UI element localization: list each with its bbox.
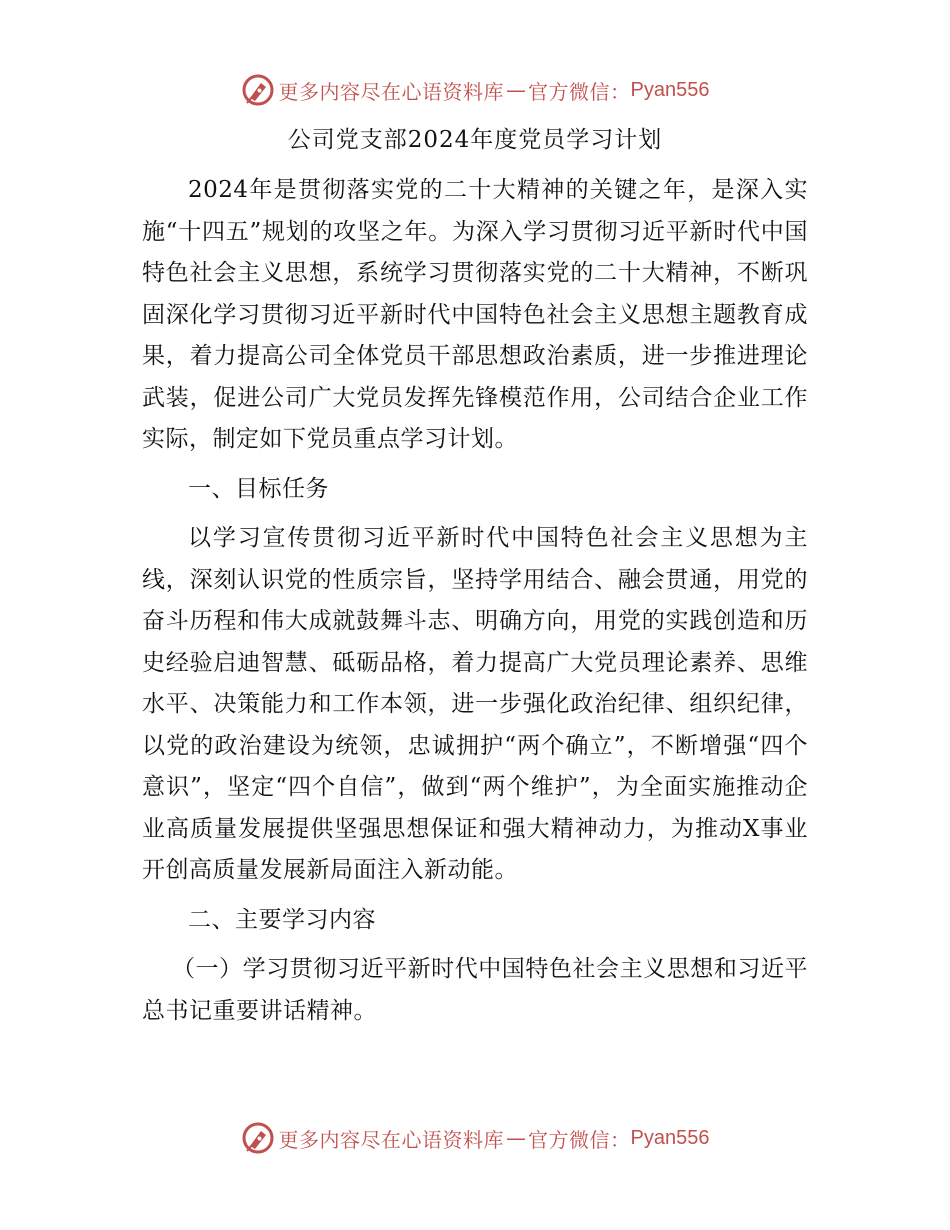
document-body bbox=[142, 170, 808, 1032]
section-heading-goals: 一、目标任务 bbox=[188, 475, 329, 502]
pen-nib-circle-icon bbox=[241, 73, 275, 107]
document-title: 公司党支部2024年度党员学习计划 bbox=[287, 127, 663, 153]
section-heading-content: 二、主要学习内容 bbox=[188, 906, 376, 933]
watermark-official-label: 官方微信： bbox=[528, 1127, 631, 1152]
watermark-header bbox=[0, 70, 950, 110]
watermark-text: 更多内容尽在心语资料库 bbox=[278, 1127, 505, 1152]
subsection-paragraph: （一）学习贯彻习近平新时代中国特色社会主义思想和习近平总书记重要讲话精神。 bbox=[142, 956, 808, 1024]
watermark-footer bbox=[0, 1118, 950, 1158]
watermark-dash: — bbox=[506, 1126, 527, 1150]
watermark-handle: Pyan556 bbox=[630, 1126, 710, 1149]
watermark-handle: Pyan556 bbox=[630, 78, 710, 101]
intro-paragraph: 2024年是贯彻落实党的二十大精神的关键之年，是深入实施“十四五”规划的攻坚之年。为深入学习贯彻习近平新时代中国特色社会主义思想，系统学习贯彻落实党的二十大精神，不断巩固深化学习贯彻习近平新时代中国特色社会主义思想主题教育成果，着力提高公司全体党员干部思想政治素质，进一步推进理论武装，促进公司广大党员发挥先锋模范作用，公司结合企业工作实际，制定如下党员重点学习计划。 bbox=[142, 177, 808, 452]
goals-paragraph: 以学习宣传贯彻习近平新时代中国特色社会主义思想为主线，深刻认识党的性质宗旨，坚持学用结合、融会贯通，用党的奋斗历程和伟大成就鼓舞斗志、明确方向，用党的实践创造和历史经验启迪智慧、砥砺品格，着力提高广大党员理论素养、思维水平、决策能力和工作本领，进一步强化政治纪律、组织纪律，以党的政治建设为统领，忠诚拥护“两个确立”，不断增强“四个意识”，坚定“四个自信”，做到“两个维护”，为全面实施推动企业高质量发展提供坚强思想保证和强大精神动力，为推动X事业开创高质量发展新局面注入新动能。 bbox=[142, 525, 808, 883]
watermark-official-label: 官方微信： bbox=[528, 79, 631, 104]
watermark-text: 更多内容尽在心语资料库 bbox=[278, 79, 505, 104]
pen-nib-circle-icon bbox=[241, 1121, 275, 1155]
watermark-dash: — bbox=[506, 78, 527, 102]
